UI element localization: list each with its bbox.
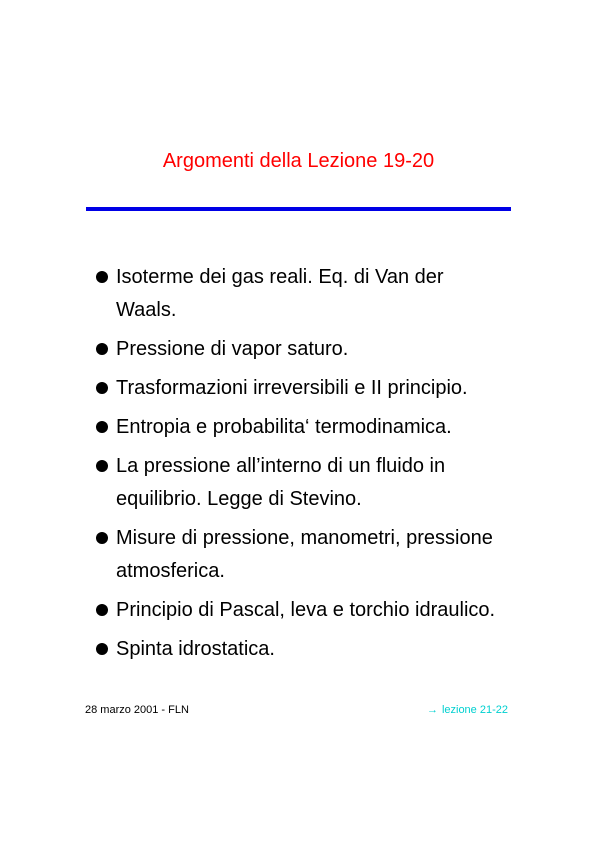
list-item bbox=[92, 594, 532, 627]
bullet-icon bbox=[96, 382, 108, 394]
topic-line: Principio di Pascal, leva e torchio idraulico. bbox=[116, 599, 496, 621]
list-item bbox=[92, 333, 532, 366]
list-item bbox=[92, 372, 532, 405]
topic-line: Entropia e probabilita‘ termodinamica. bbox=[116, 416, 452, 438]
bullet-icon bbox=[96, 421, 108, 433]
topic-line: Spinta idrostatica. bbox=[116, 638, 275, 660]
topic-line: Isoterme dei gas reali. Eq. di Van der bbox=[116, 266, 444, 288]
bullet-icon bbox=[96, 532, 108, 544]
next-lesson-label: lezione 21-22 bbox=[441, 704, 508, 716]
next-lesson-link[interactable] bbox=[427, 703, 508, 717]
topic-line: Pressione di vapor saturo. bbox=[116, 338, 349, 360]
bullet-icon bbox=[96, 460, 108, 472]
list-item bbox=[92, 411, 532, 444]
list-item bbox=[92, 633, 532, 666]
topic-line: Trasformazioni irreversibili e II principio. bbox=[116, 377, 468, 399]
topic-line: equilibrio. Legge di Stevino. bbox=[116, 488, 362, 510]
topic-line: La pressione all’interno di un fluido in bbox=[116, 455, 446, 477]
topic-line: Waals. bbox=[116, 299, 177, 321]
list-item bbox=[92, 522, 532, 588]
bullet-icon bbox=[96, 343, 108, 355]
topic-line: atmosferica. bbox=[116, 560, 225, 582]
list-item bbox=[92, 261, 532, 327]
topic-list bbox=[92, 261, 532, 672]
footer-date-author: 28 marzo 2001 - FLN bbox=[85, 704, 189, 716]
bullet-icon bbox=[96, 643, 108, 655]
topic-line: Misure di pressione, manometri, pressione bbox=[116, 527, 493, 549]
slide-title: Argomenti della Lezione 19-20 bbox=[162, 150, 435, 172]
title-divider bbox=[86, 207, 511, 211]
list-item bbox=[92, 450, 532, 516]
bullet-icon bbox=[96, 271, 108, 283]
bullet-icon bbox=[96, 604, 108, 616]
arrow-right-icon: → bbox=[426, 704, 438, 716]
